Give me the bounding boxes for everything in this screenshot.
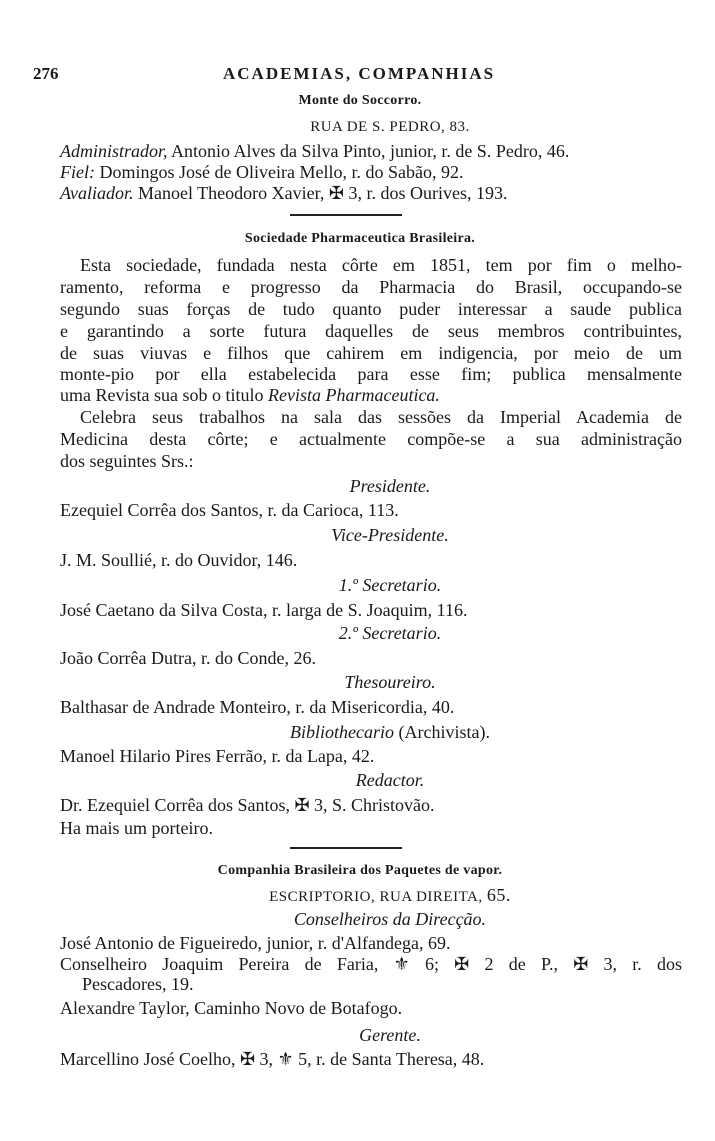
section-title-monte: Monte do Soccorro. — [298, 93, 422, 108]
monte-line — [60, 140, 682, 162]
role-holder: Ezequiel Corrêa dos Santos, r. da Carioca, 113. — [60, 500, 399, 520]
role-label: Fiel: — [60, 162, 95, 182]
role-title-text: 2.º Secretario. — [338, 623, 442, 643]
role-holder-continued: Pescadores, 19. — [82, 974, 194, 994]
role-holder: José Antonio de Figueiredo, junior, r. d'Alfandega, 69. — [60, 933, 451, 953]
role-title-text: Presidente. — [349, 476, 431, 496]
role-title — [70, 721, 710, 743]
role-holder: Alexandre Taylor, Caminho Novo de Botafogo. — [60, 998, 403, 1018]
monte-line — [60, 161, 682, 183]
paragraph-line: segundo suas forças de tudo quanto puder interessar a saude publica — [60, 299, 682, 319]
role-title-text: Thesoureiro. — [344, 672, 436, 692]
paragraph-line: e garantindo a sorte futura daquelles de seus membros contribuintes, — [60, 321, 682, 341]
porteiro-note: Ha mais um porteiro. — [60, 818, 213, 838]
role-holder: Dr. Ezequiel Corrêa dos Santos, ✠ 3, S. Christovão. — [60, 795, 435, 815]
running-title: ACADEMIAS, COMPANHIAS — [223, 64, 496, 83]
role-title — [70, 622, 710, 644]
role-title — [70, 908, 710, 930]
paragraph-line: de suas viuvas e filhos que cahirem em indigencia, por meio de um — [60, 343, 682, 363]
journal-title: Revista Pharmaceutica. — [267, 385, 440, 405]
section-divider — [290, 214, 402, 216]
role-title — [70, 574, 710, 596]
role-holder: Balthasar de Andrade Monteiro, r. da Misericordia, 40. — [60, 697, 455, 717]
address-number: 65. — [486, 885, 511, 905]
paragraph-line: Celebra seus trabalhos na sala das sessões da Imperial Academia de — [80, 407, 682, 427]
role-title — [70, 1024, 710, 1046]
role-title — [70, 769, 710, 791]
role-title — [70, 475, 710, 497]
role-label: Administrador, — [60, 141, 168, 161]
person: Domingos José de Oliveira Mello, r. do Sabão, 92. — [94, 162, 464, 182]
paragraph-line: monte-pio por ella estabelecida para esse fim; publica mensalmente — [60, 364, 682, 384]
paragraph-line: dos seguintes Srs.: — [60, 451, 194, 471]
paragraph-line — [60, 384, 682, 406]
address-text: ESCRIPTORIO, RUA DIREITA, — [269, 889, 487, 905]
section-title-sociedade: Sociedade Pharmaceutica Brasileira. — [244, 231, 476, 246]
person: Antonio Alves da Silva Pinto, junior, r. de S. Pedro, 46. — [167, 141, 570, 161]
person: Manoel Theodoro Xavier, ✠ 3, r. dos Ourives, 193. — [133, 183, 508, 203]
paragraph-line: Esta sociedade, fundada nesta côrte em 1851, tem por fim o melho- — [80, 255, 682, 275]
role-label: Avaliador. — [60, 183, 134, 203]
page-number: 276 — [33, 64, 59, 83]
monte-line — [60, 182, 682, 204]
role-title-text: Bibliothecario — [290, 722, 394, 742]
role-holder: José Caetano da Silva Costa, r. larga de S. Joaquim, 116. — [60, 600, 468, 620]
role-title-text: Vice-Presidente. — [331, 525, 449, 545]
role-title-extra: (Archivista). — [394, 722, 490, 742]
monte-address: RUA DE S. PEDRO, 83. — [310, 119, 470, 135]
role-title — [70, 524, 710, 546]
role-title — [70, 671, 710, 693]
role-holder: Conselheiro Joaquim Pereira de Faria, ⚜ 6; ✠ 2 de P., ✠ 3, r. dos — [60, 954, 682, 974]
role-title-text: 1.º Secretario. — [338, 575, 442, 595]
section-title-companhia: Companhia Brasileira dos Paquetes de vapor. — [217, 863, 503, 878]
text: uma Revista sua sob o titulo — [60, 385, 268, 405]
role-title-text: Gerente. — [359, 1025, 421, 1045]
section-divider — [290, 847, 402, 849]
paragraph-line: Medicina desta côrte; e actualmente compõe-se a sua administração — [60, 429, 682, 449]
paragraph-line: ramento, reforma e progresso da Pharmacia do Brasil, occupando-se — [60, 277, 682, 297]
role-holder: J. M. Soullié, r. do Ouvidor, 146. — [60, 550, 298, 570]
role-holder: João Corrêa Dutra, r. do Conde, 26. — [60, 648, 316, 668]
role-title-text: Redactor. — [355, 770, 425, 790]
role-title-text: Conselheiros da Direcção. — [293, 909, 487, 929]
role-holder: Manoel Hilario Pires Ferrão, r. da Lapa, 42. — [60, 746, 375, 766]
role-holder: Marcellino José Coelho, ✠ 3, ⚜ 5, r. de Santa Theresa, 48. — [60, 1049, 485, 1069]
companhia-address — [70, 884, 710, 908]
